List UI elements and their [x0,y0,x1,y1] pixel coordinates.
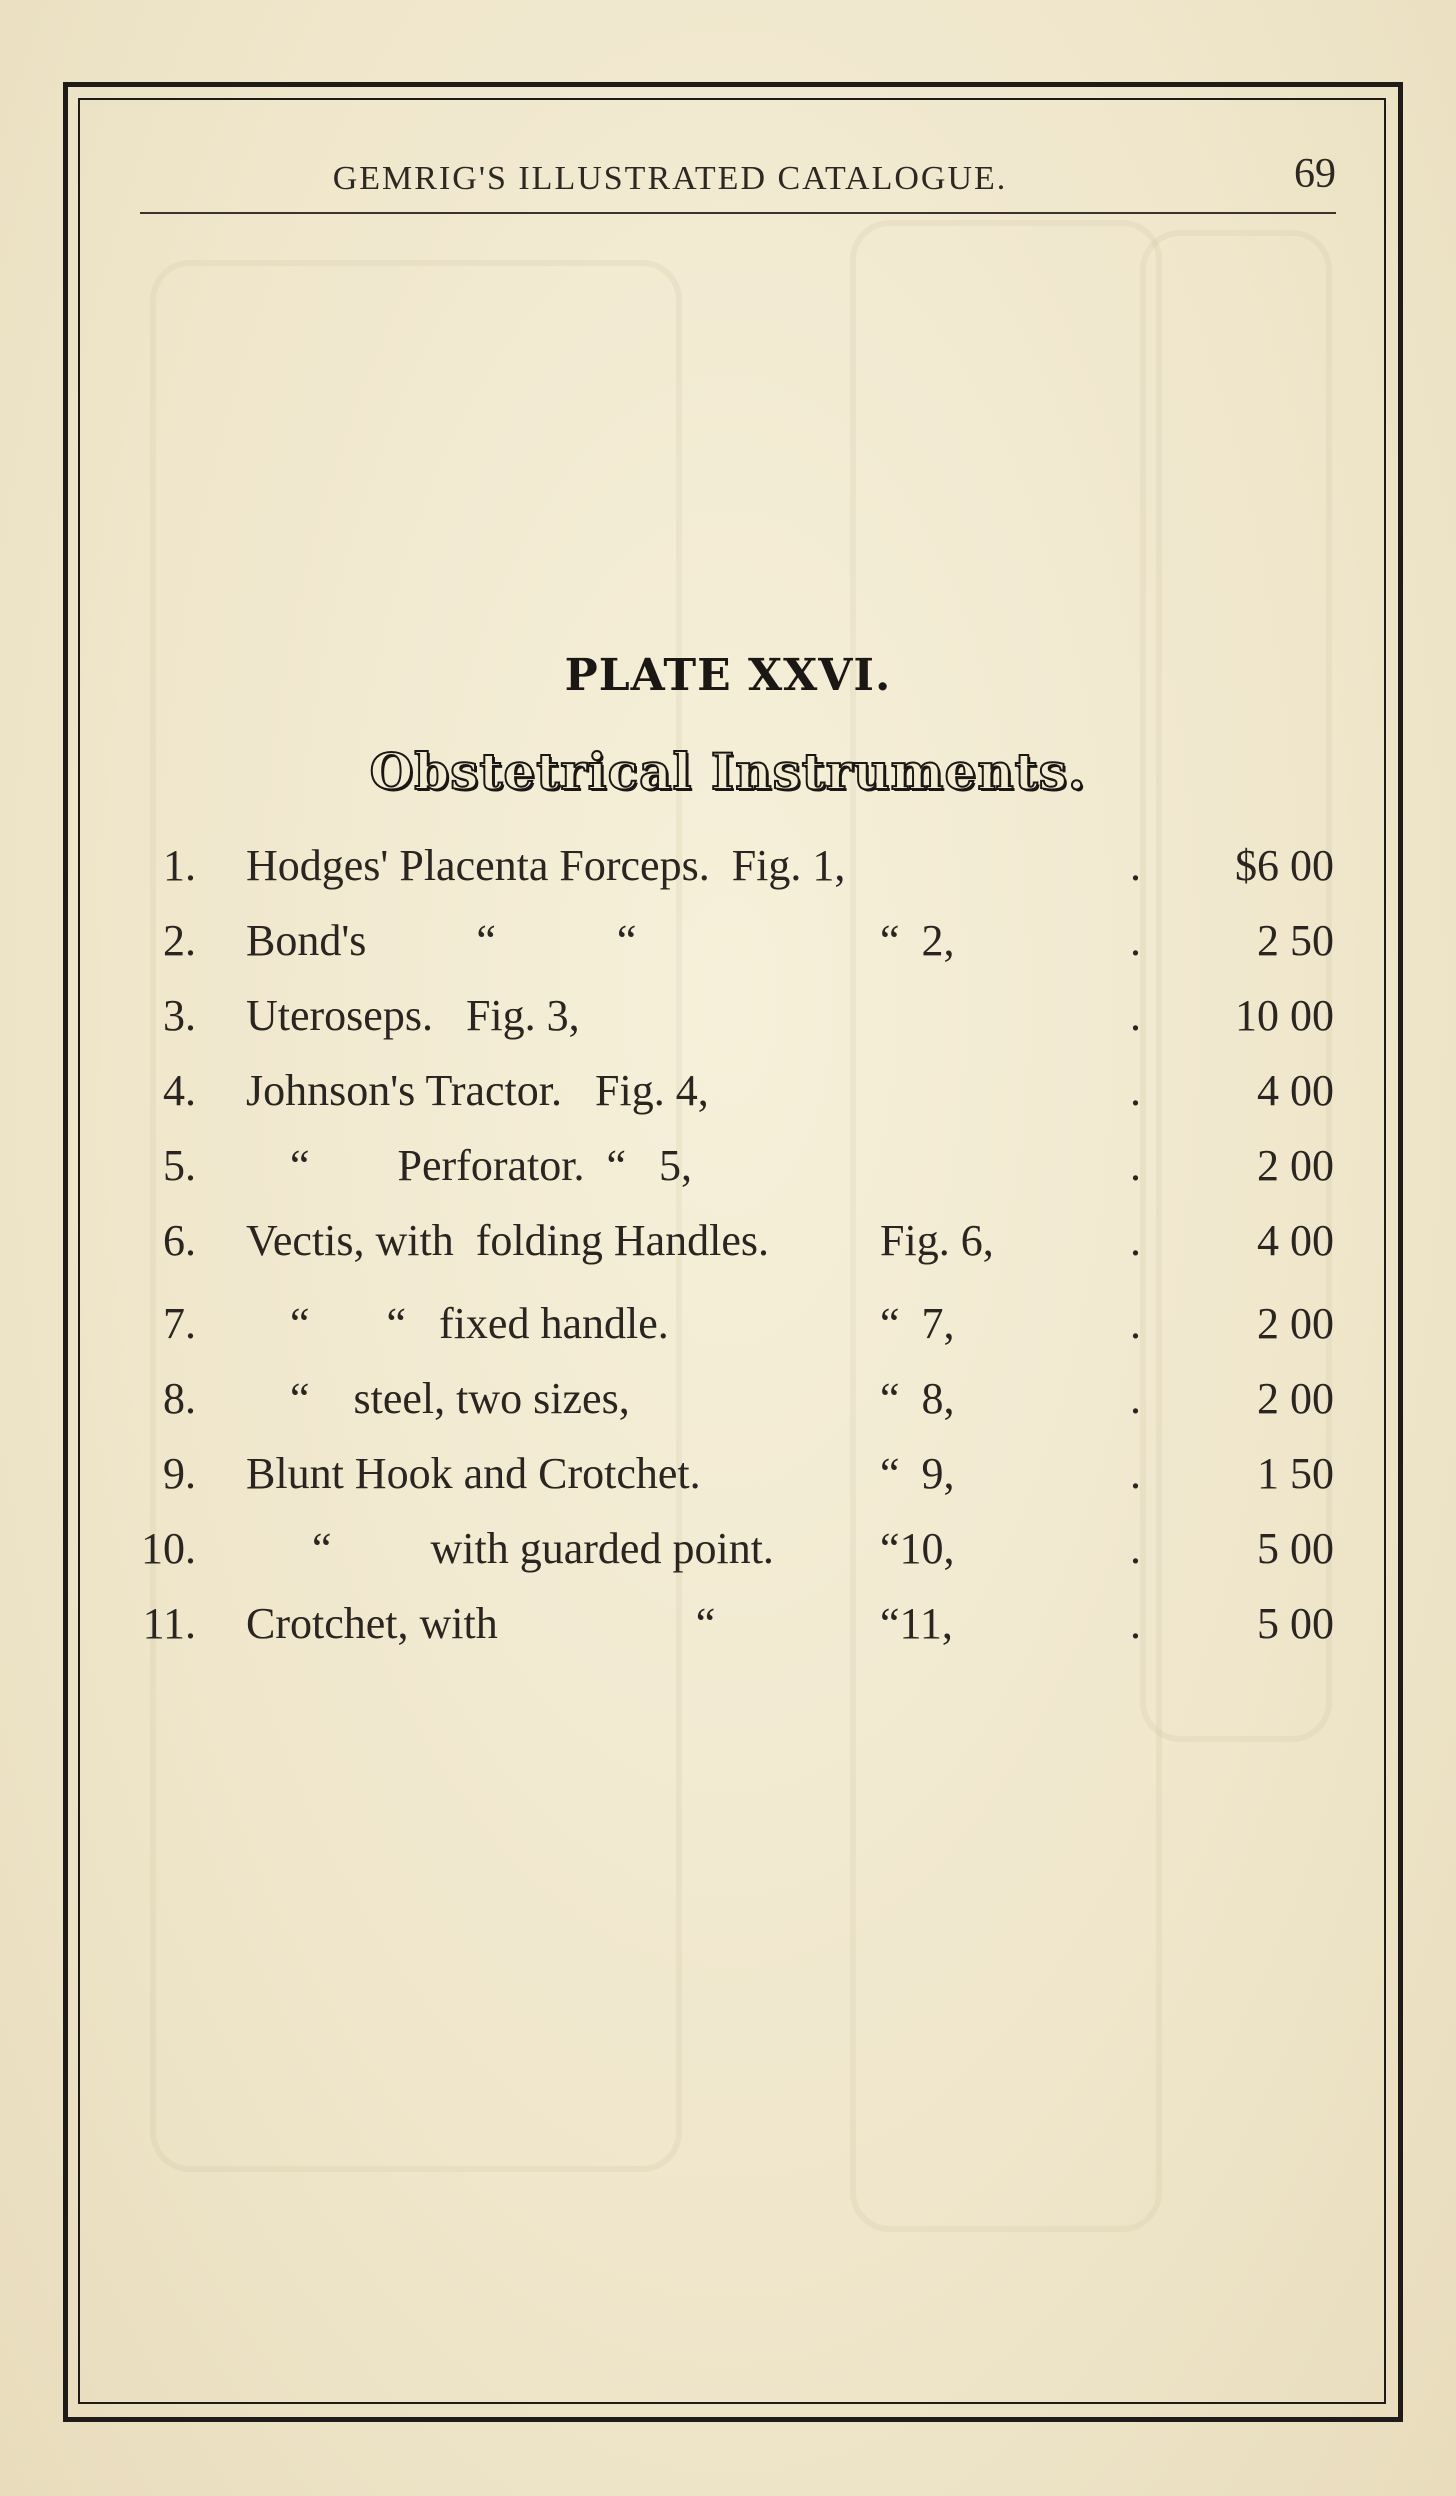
list-item [0,915,1456,985]
item-number: 9. [163,1449,196,1498]
list-item [0,1523,1456,1593]
item-description: Blunt Hook and Crotchet. [246,1449,701,1498]
item-number: 5. [163,1141,196,1190]
item-price: 2 00 [1257,1374,1334,1423]
item-figure: Fig. 6, [880,1216,994,1265]
item-price: 10 00 [1235,991,1334,1040]
item-price: 1 50 [1257,1449,1334,1498]
item-description: Bond's “ “ [246,916,637,965]
header-rule [140,212,1336,214]
item-leader: . [1130,1141,1141,1190]
item-number: 1. [163,841,196,890]
item-leader: . [1130,916,1141,965]
list-item [0,1215,1456,1285]
plate-title: PLATE XXVI. [564,650,892,701]
item-price: 4 00 [1257,1066,1334,1115]
section-title: Obstetrical Instruments. [369,742,1087,801]
item-number: 11. [142,1599,196,1648]
list-item [0,1140,1456,1210]
list-item [0,1373,1456,1443]
running-head: GEMRIG'S ILLUSTRATED CATALOGUE. [332,160,1008,197]
item-number: 8. [163,1374,196,1423]
list-item [0,840,1456,910]
page-header [140,150,1336,210]
item-figure: “ 9, [880,1449,955,1498]
item-figure: “10, [880,1524,955,1573]
item-description: “ “ fixed handle. [246,1299,669,1348]
item-price: 2 00 [1257,1141,1334,1190]
item-leader: . [1130,841,1141,890]
item-leader: . [1130,1066,1141,1115]
item-leader: . [1130,1216,1141,1265]
item-leader: . [1130,1374,1141,1423]
item-price: 4 00 [1257,1216,1334,1265]
item-price: 2 50 [1257,916,1334,965]
list-item [0,1598,1456,1668]
list-item [0,1298,1456,1368]
list-item [0,1065,1456,1135]
item-price: 5 00 [1257,1524,1334,1573]
item-description: Hodges' Placenta Forceps. Fig. 1, [246,841,846,890]
item-number: 3. [163,991,196,1040]
item-number: 6. [163,1216,196,1265]
item-figure: “11, [880,1599,953,1648]
page-number: 69 [1294,151,1336,197]
item-description: Vectis, with folding Handles. [246,1216,770,1265]
item-price: 5 00 [1257,1599,1334,1648]
item-number: 7. [163,1299,196,1348]
item-leader: . [1130,991,1141,1040]
item-leader: . [1130,1599,1141,1648]
item-leader: . [1130,1449,1141,1498]
item-figure: “ 8, [880,1374,955,1423]
list-item [0,1448,1456,1518]
item-price: 2 00 [1257,1299,1334,1348]
item-leader: . [1130,1299,1141,1348]
item-figure: “ 2, [880,916,955,965]
item-description: Uteroseps. Fig. 3, [246,991,580,1040]
list-item [0,990,1456,1060]
item-number: 10. [141,1524,196,1573]
item-leader: . [1130,1524,1141,1573]
item-description: “ Perforator. “ 5, [246,1141,692,1190]
item-number: 4. [163,1066,196,1115]
item-description: Crotchet, with “ [246,1599,716,1648]
item-number: 2. [163,916,196,965]
item-price: $6 00 [1235,841,1334,890]
item-description: Johnson's Tractor. Fig. 4, [246,1066,709,1115]
item-figure: “ 7, [880,1299,955,1348]
item-description: “ with guarded point. [246,1524,774,1573]
item-description: “ steel, two sizes, [246,1374,630,1423]
